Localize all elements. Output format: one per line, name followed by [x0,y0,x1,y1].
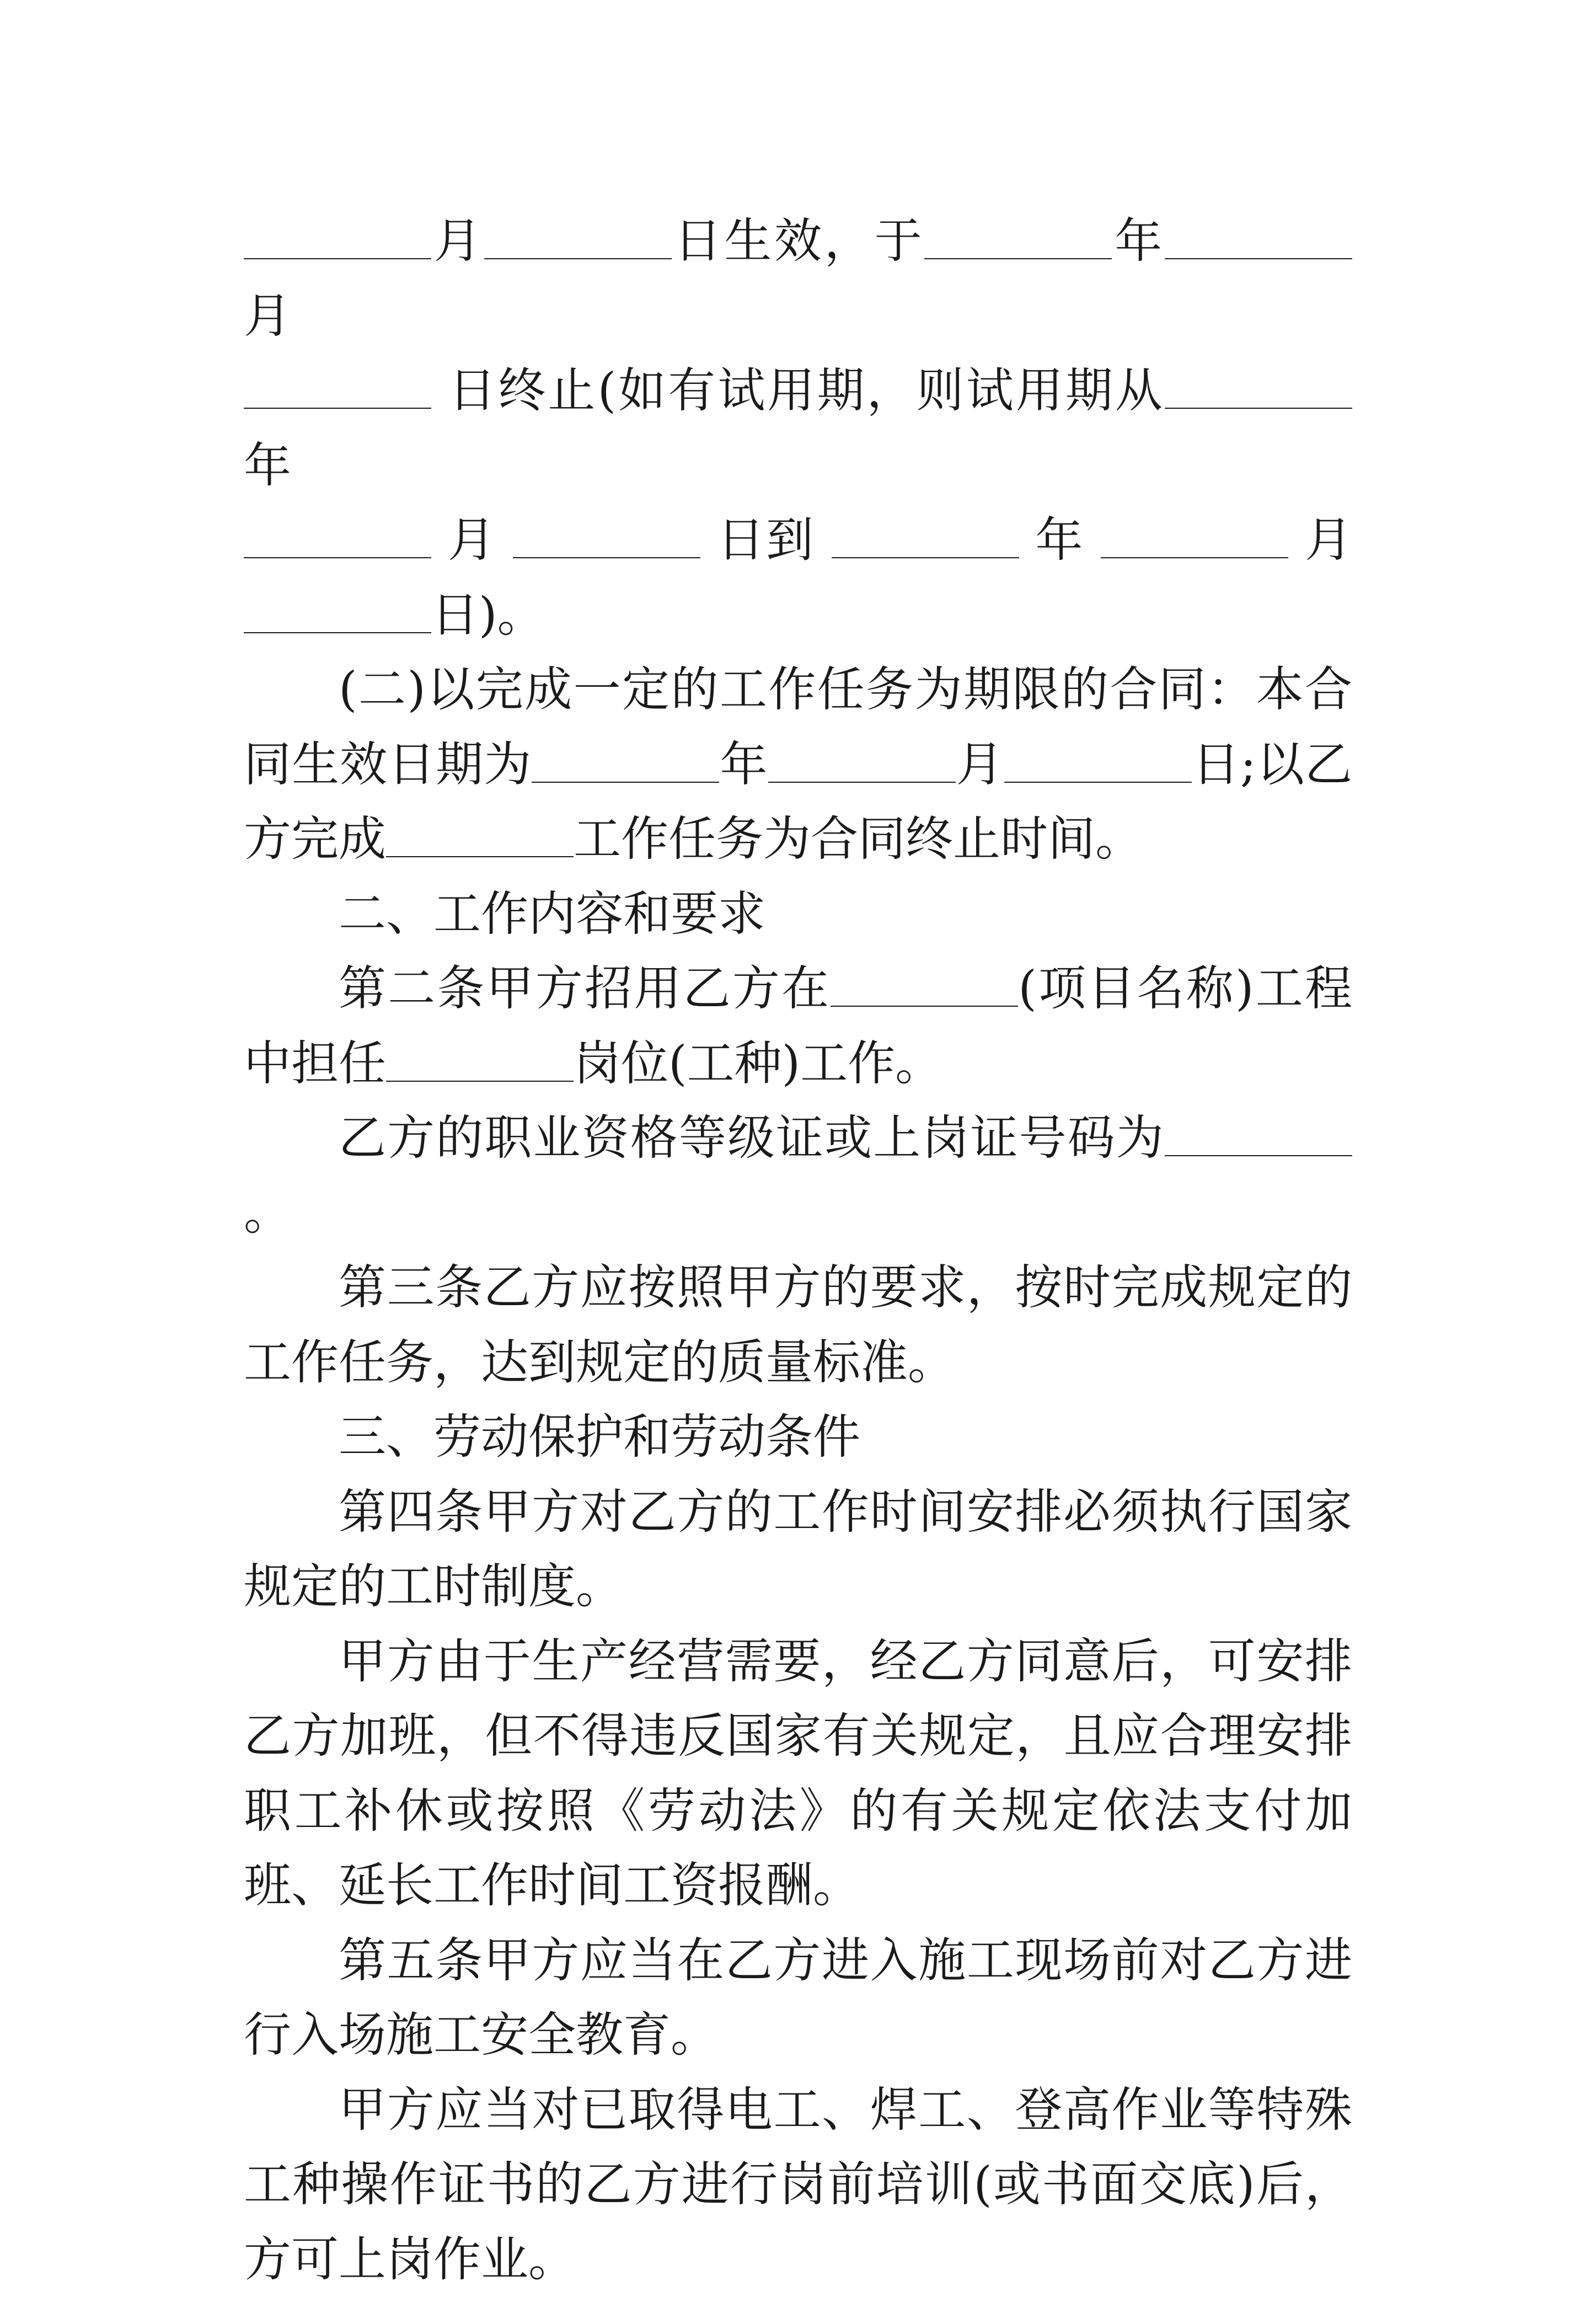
paragraph-article-2 [244,952,1352,1101]
text-segment: (项目名称)工程中担任 [244,961,1352,1091]
blank-field [1165,216,1352,259]
blank-field [244,216,431,259]
blank-field [386,814,574,857]
text-segment: 年 [1036,512,1085,568]
paragraph-overtime: 甲方由于生产经营需要，经乙方同意后，可安排乙方加班，但不得违反国家有关规定，且应合理安排职工补休或按照《劳动法》的有关规定依法支付加班、延长工作时间工资报酬。 [244,1625,1352,1924]
line-probation-end [244,578,1352,653]
text-segment: 月 [431,213,484,269]
text-segment: 月 [244,289,291,344]
blank-field [1165,1113,1352,1156]
blank-field [513,515,700,558]
text-segment: (二)以完成一定的工作任务为期限的合同：本合同生效日期为 [244,662,1352,792]
section-heading-work-content: 二、工作内容和要求 [244,877,1352,952]
text-segment: 第二条甲方招用乙方在 [339,961,831,1016]
blank-field [1004,739,1192,782]
paragraph-article-5: 第五条甲方应当在乙方进入施工现场前对乙方进行入场施工安全教育。 [244,1924,1352,2073]
text-segment: 岗位(工种)工作。 [574,1036,942,1091]
paragraph-article-3: 第三条乙方应按照甲方的要求，按时完成规定的工作任务，达到规定的质量标准。 [244,1251,1352,1400]
document-page [244,204,1352,2297]
blank-field [924,216,1112,259]
blank-field [484,216,672,259]
text-segment: 日终止(如有试用期，则试用期从 [448,363,1165,418]
section-heading-labor-protection: 三、劳动保护和劳动条件 [244,1400,1352,1475]
text-segment: 月 [956,737,1004,792]
blank-field [1165,365,1352,409]
text-segment: 日;以乙方完成 [244,737,1352,867]
text-segment: 年 [719,737,768,792]
text-segment: 工作任务为合同终止时间。 [574,811,1143,867]
blank-field [244,365,431,409]
text-segment: 年 [244,438,291,493]
line-termination [244,354,1352,503]
blank-field [831,963,1018,1007]
blank-field [532,739,719,782]
text-segment: 月 [448,512,497,568]
paragraph-article-4: 第四条甲方对乙方的工作时间安排必须执行国家规定的工时制度。 [244,1475,1352,1625]
paragraph-special-work: 甲方应当对已取得电工、焊工、登高作业等特殊工种操作证书的乙方进行岗前培训(或书面交底)后，方可上岗作业。 [244,2073,1352,2297]
blank-field [244,515,431,558]
blank-field [1101,515,1288,558]
text-segment: 年 [1112,213,1165,269]
text-segment: 月 [1305,512,1352,568]
text-segment: 乙方的职业资格等级证或上岗证号码为 [339,1110,1165,1166]
text-segment: 日到 [717,512,815,568]
line-probation [244,503,1352,578]
line-effective-date [244,204,1352,354]
text-segment: 。 [244,1185,291,1241]
blank-field [386,1038,574,1081]
blank-field [768,739,956,782]
text-segment: 日生效，于 [672,213,925,269]
paragraph-task-term [244,653,1352,877]
blank-field [832,515,1019,558]
text-segment: 日)。 [431,587,545,643]
blank-field [244,589,431,633]
paragraph-certificate [244,1101,1352,1251]
